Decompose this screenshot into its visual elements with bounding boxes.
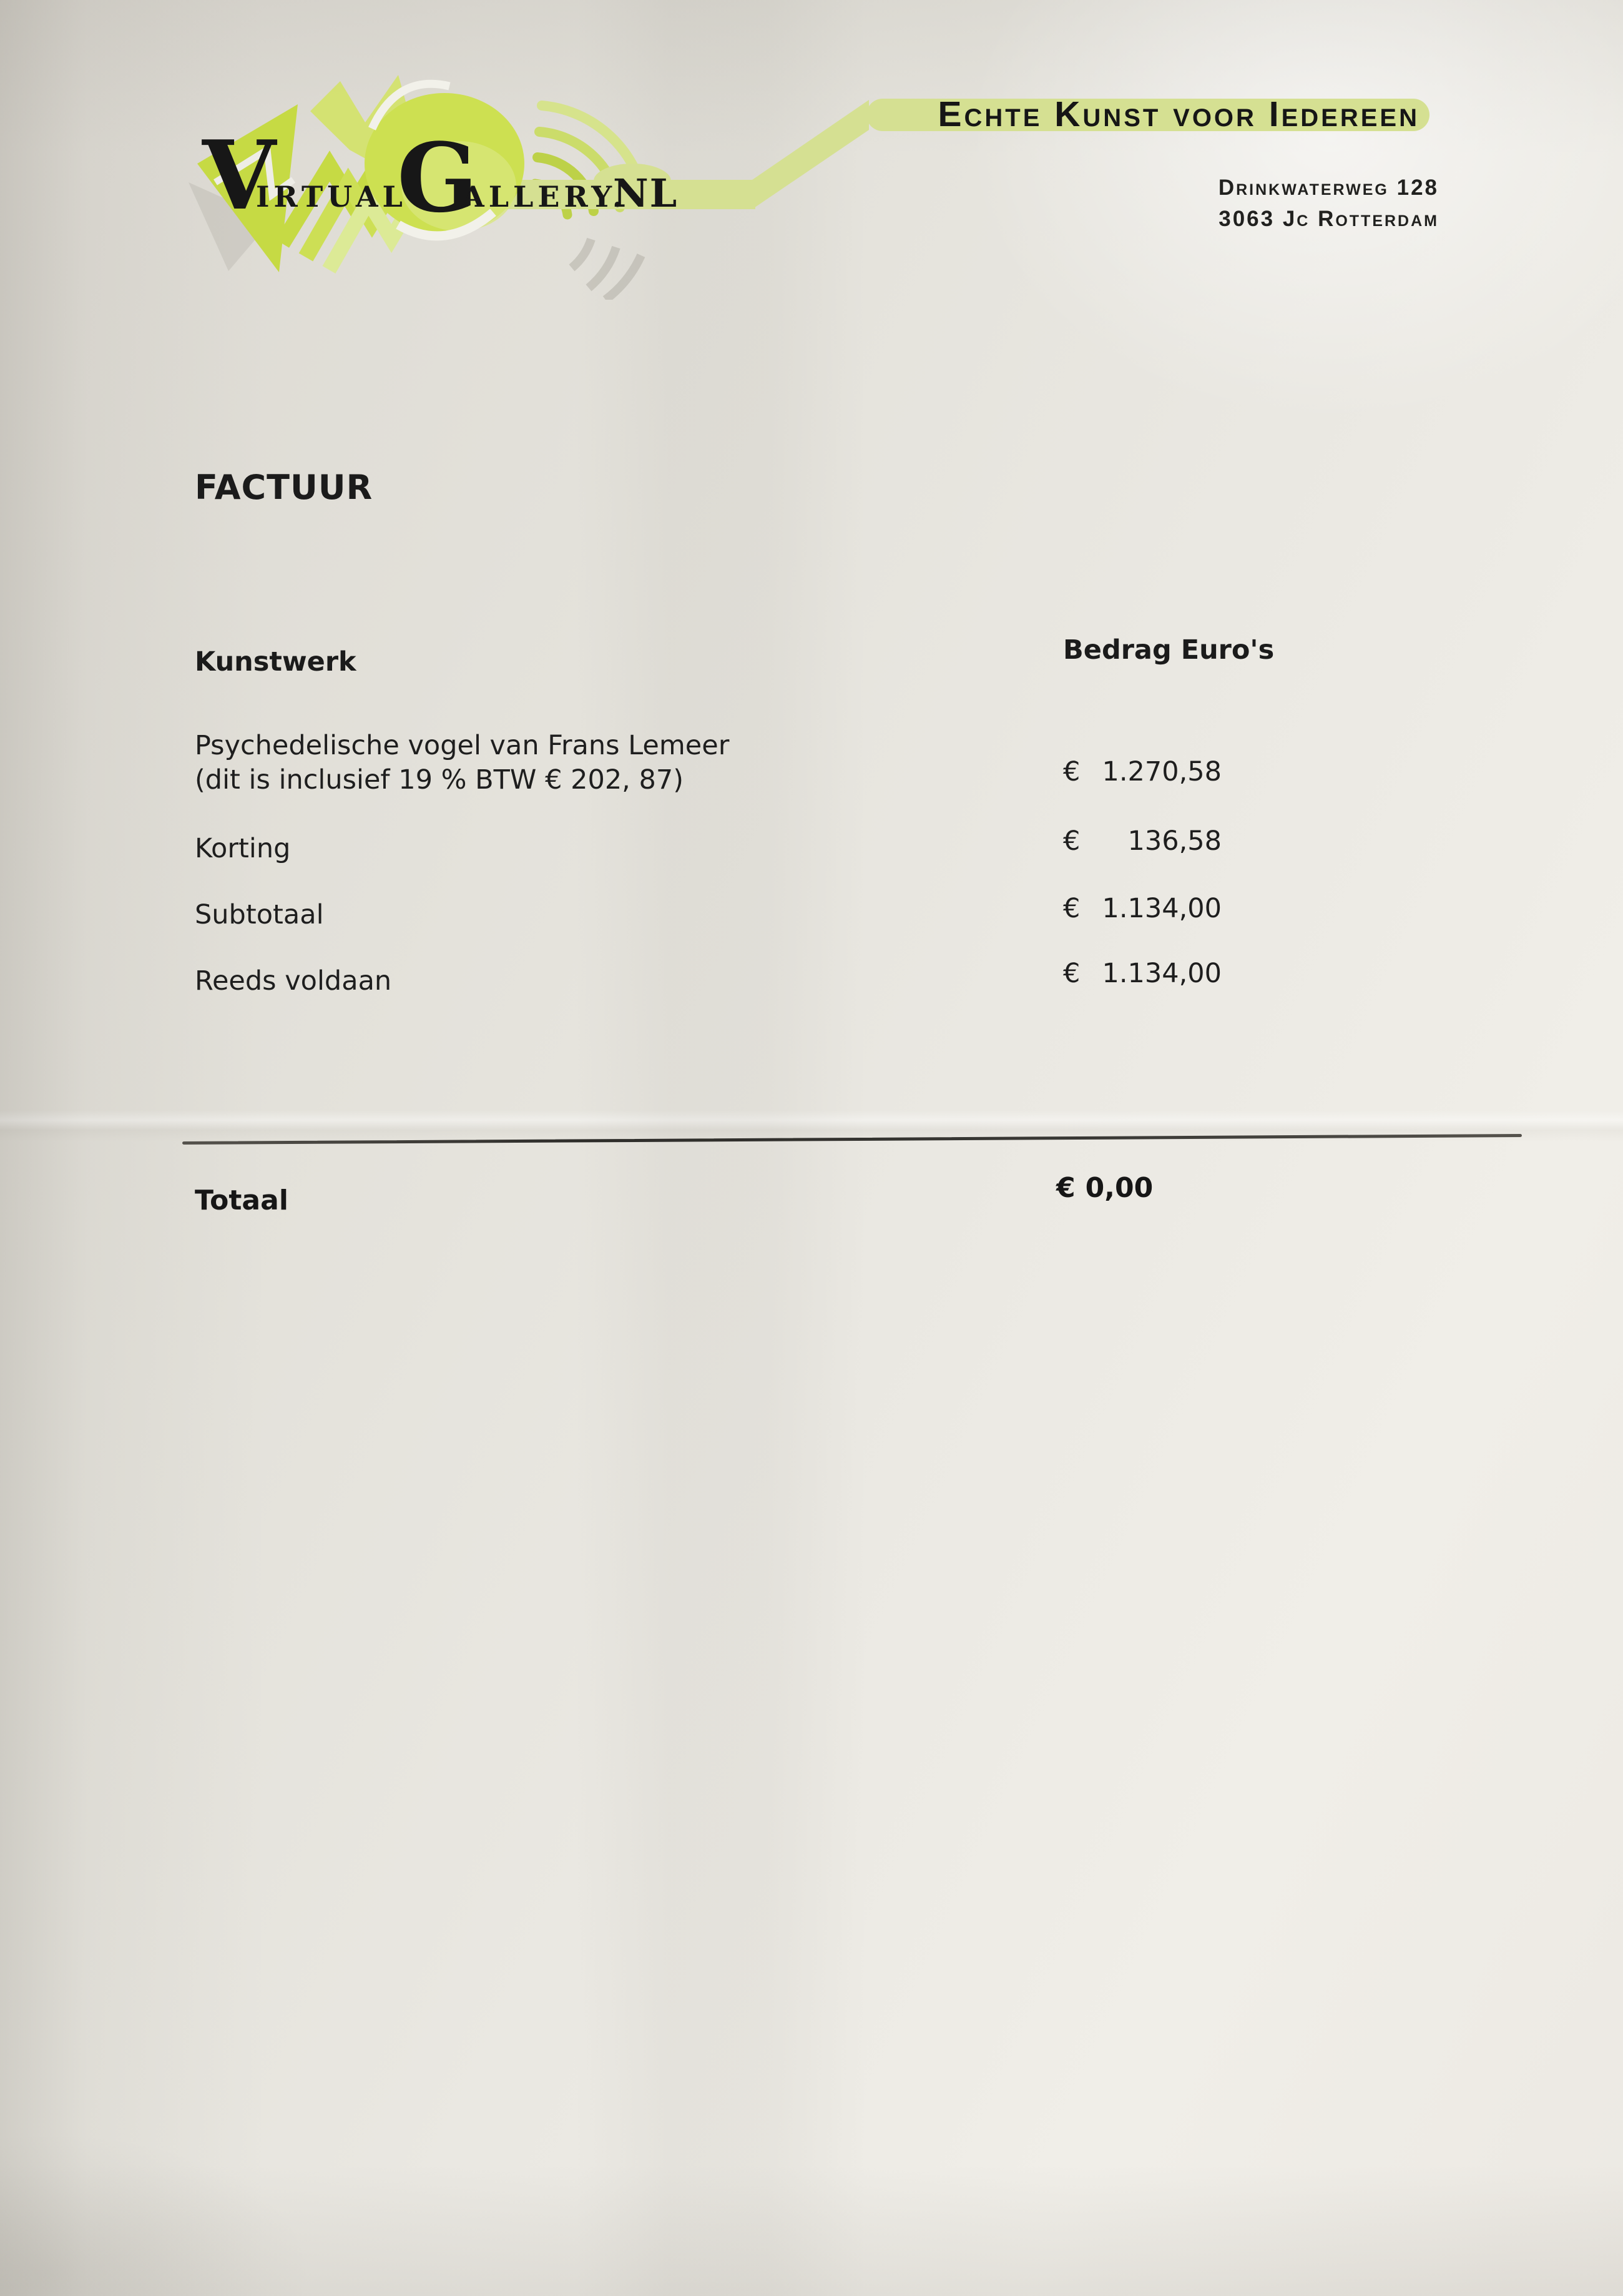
invoice-title: FACTUUR (195, 468, 373, 507)
artwork-description-line-1: Psychedelische vogel van Frans Lemeer (195, 730, 730, 761)
amount-value: 136,58 (1127, 825, 1222, 857)
column-header-kunstwerk: Kunstwerk (195, 646, 356, 677)
currency-symbol: € (1056, 1172, 1076, 1204)
column-header-bedrag: Bedrag Euro's (1063, 634, 1275, 666)
artwork-description-line-2: (dit is inclusief 19 % BTW € 202, 87) (195, 764, 684, 796)
logo-text-nl: NL (613, 170, 679, 216)
row-korting-label: Korting (195, 833, 291, 864)
row-reeds-voldaan-amount (1063, 957, 1222, 991)
total-amount (1056, 1171, 1153, 1206)
total-divider-line (182, 1134, 1522, 1145)
amount-value: 1.134,00 (1102, 893, 1222, 924)
address-line-2: 3063 Jc Rotterdam (1218, 207, 1439, 231)
slogan-banner-text: Echte Kunst voor Iedereen (938, 94, 1420, 134)
currency-symbol: € (1063, 893, 1081, 924)
logo-letter-g: G (397, 122, 478, 234)
row-artwork-description (195, 729, 729, 797)
total-label: Totaal (195, 1185, 288, 1216)
row-subtotaal-amount (1063, 892, 1222, 926)
amount-value: 0,00 (1085, 1172, 1154, 1204)
logo-text-irtual: irtual (256, 180, 407, 214)
currency-symbol: € (1063, 958, 1081, 989)
address-line-1: Drinkwaterweg 128 (1218, 175, 1439, 200)
row-artwork-amount (1063, 755, 1222, 789)
row-reeds-voldaan-label: Reeds voldaan (195, 965, 392, 997)
amount-value: 1.134,00 (1102, 958, 1222, 989)
amount-value: 1.270,58 (1102, 756, 1222, 787)
logo-text-allery: allery. (462, 180, 627, 214)
virtualgallery-logo (0, 0, 1623, 300)
row-korting-amount (1063, 824, 1222, 859)
company-address (1218, 172, 1439, 235)
logo-letter-v: V (202, 119, 276, 231)
currency-symbol: € (1063, 825, 1081, 857)
currency-symbol: € (1063, 756, 1081, 787)
logo-arc-shadows-art (572, 239, 641, 300)
row-subtotaal-label: Subtotaal (195, 899, 324, 930)
